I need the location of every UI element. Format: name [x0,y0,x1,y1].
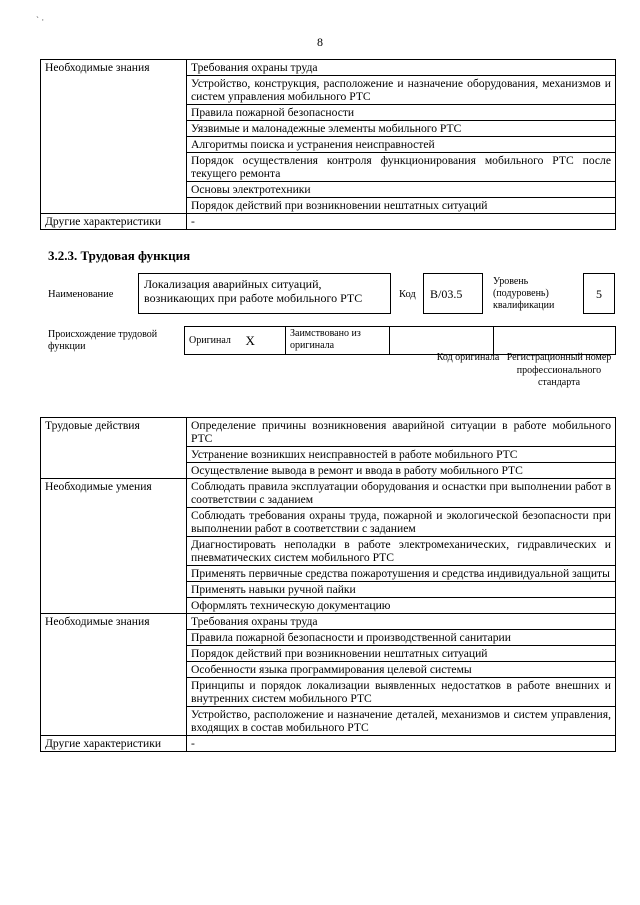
reg-number-cell [494,327,616,355]
level-box [583,273,615,314]
knowledge-item: Правила пожарной безопасности и производственной санитарии [187,630,616,646]
row-label-knowledge: Необходимые знания [41,60,187,214]
knowledge-item: Порядок осуществления контроля функционирования мобильного РТС после текущего ремонта [187,153,616,182]
code-box [423,273,483,314]
row-label-other: Другие характеристики [41,736,187,752]
skill-item: Применять первичные средства пожаротушения и средства индивидуальной защиты [187,566,616,582]
code-value: B/03.5 [430,287,463,301]
row-label-knowledge: Необходимые знания [41,614,187,736]
row-label-actions: Трудовые действия [41,418,187,479]
original-label: Оригинал [185,327,242,355]
knowledge-item: Принципы и порядок локализации выявленных недостатков в работе внешних и внутренних систем мобильного РТС [187,678,616,707]
other-value: - [187,214,616,230]
reg-number-label: Регистрационный номер профессионального стандарта [506,352,612,388]
code-original-label: Код оригинала [436,352,500,363]
skill-item: Соблюдать требования охраны труда, пожарной и экологической безопасности при выполнении работ в соответствии с заданием [187,508,616,537]
knowledge-item: Алгоритмы поиска и устранения неисправностей [187,137,616,153]
knowledge-item: Порядок действий при возникновении нештатных ситуаций [187,198,616,214]
action-item: Устранение возникших неисправностей в работе мобильного РТС [187,447,616,463]
skill-item: Применять навыки ручной пайки [187,582,616,598]
section-title: 3.2.3. Трудовая функция [48,248,191,263]
knowledge-item: Особенности языка программирования целевой системы [187,662,616,678]
skill-item: Соблюдать правила эксплуатации оборудования и оснастки при выполнении работ в соответствии с заданием [187,479,616,508]
other-value: - [187,736,616,752]
name-label: Наименование [48,289,114,300]
original-mark: X [242,327,286,355]
level-label: Уровень (подуровень) квалификации [493,276,555,311]
knowledge-item: Правила пожарной безопасности [187,105,616,121]
function-name: Локализация аварийных ситуаций, возникающих при работе мобильного РТС [144,277,363,305]
knowledge-item: Уязвимые и малонадежные элементы мобильного РТС [187,121,616,137]
code-original-cell [390,327,494,355]
level-value: 5 [596,287,602,301]
page-number: 8 [317,35,323,49]
knowledge-item: Устройство, расположение и назначение деталей, механизмов и систем управления, входящих в состав мобильного РТС [187,707,616,736]
function-name-box [138,273,391,314]
scan-speck: ` · [36,15,45,25]
row-label-other: Другие характеристики [41,214,187,230]
origin-label: Происхождение трудовой функции [48,329,158,352]
action-item: Определение причины возникновения аварийной ситуации в работе мобильного РТС [187,418,616,447]
knowledge-item: Требования охраны труда [187,60,616,76]
bottom-requirements-table [40,417,616,752]
code-label: Код [399,289,416,300]
knowledge-item: Порядок действий при возникновении нештатных ситуаций [187,646,616,662]
row-label-skills: Необходимые умения [41,479,187,614]
knowledge-item: Устройство, конструкция, расположение и назначение оборудования, механизмов и систем управления мобильного РТС [187,76,616,105]
skill-item: Оформлять техническую документацию [187,598,616,614]
origin-table [184,326,616,355]
knowledge-item: Основы электротехники [187,182,616,198]
knowledge-item: Требования охраны труда [187,614,616,630]
skill-item: Диагностировать неполадки в работе электромеханических, гидравлических и пневматических систем мобильного РТС [187,537,616,566]
top-requirements-table [40,59,616,230]
action-item: Осуществление вывода в ремонт и ввода в работу мобильного РТС [187,463,616,479]
borrowed-label: Заимствовано из оригинала [286,327,390,355]
